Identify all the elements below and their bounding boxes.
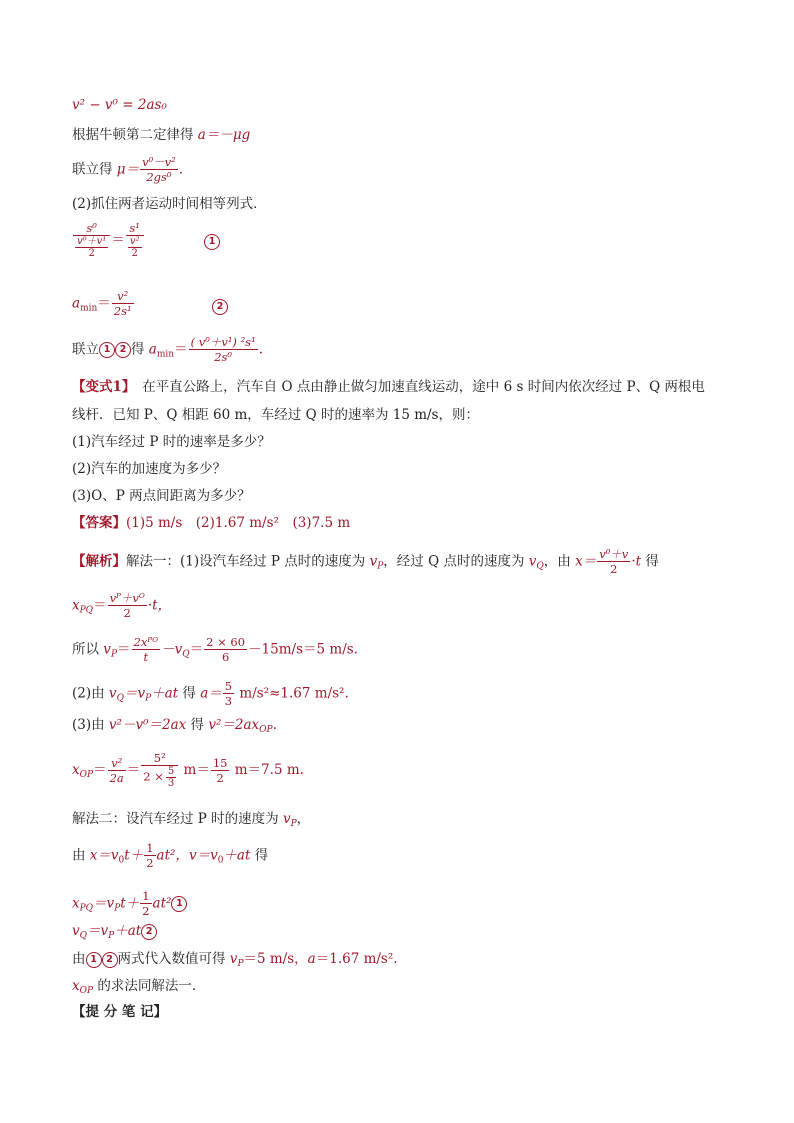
numerator: 5 — [224, 679, 233, 693]
denominator: 2a — [109, 770, 124, 785]
a: a — [72, 295, 81, 312]
circled-1: 1 — [86, 952, 102, 968]
numerator: 1 — [146, 841, 154, 855]
vp-calculation — [72, 636, 358, 664]
text: ， — [296, 811, 311, 827]
numerator: 1 — [142, 889, 150, 903]
equals: ＝ — [189, 641, 204, 658]
result: －15m/s＝5 m/s. — [248, 641, 358, 658]
x: x — [72, 978, 80, 994]
numerator: 2xᴾᴼ — [133, 635, 159, 649]
period: . — [178, 161, 184, 178]
numerator: v² — [108, 757, 126, 771]
sub: PQ — [79, 605, 94, 616]
text: 由 — [72, 951, 86, 967]
sub: Q — [182, 649, 190, 660]
variant-tag: 【变式1】 — [72, 379, 129, 395]
sub: OP — [79, 770, 94, 780]
numerator: v⁰－v² — [142, 155, 176, 169]
xpq-equation — [72, 592, 171, 620]
analysis-line-1 — [72, 548, 659, 576]
denominator: 2 — [216, 770, 224, 785]
sub: P — [108, 931, 115, 941]
text: 得 — [250, 847, 269, 864]
numerator: 5² — [141, 752, 178, 766]
substitution-line — [72, 950, 398, 973]
sub-min: min — [80, 303, 98, 314]
sub: Q — [79, 931, 88, 941]
numerator: vᴾ＋vᴼ — [109, 591, 145, 605]
distance-formula-line — [72, 716, 277, 739]
eq: ＝v — [87, 923, 109, 939]
sub: OP — [259, 725, 273, 735]
sub: P — [290, 819, 297, 829]
eq: at² — [152, 895, 172, 912]
question-1: (1)汽车经过 P 时的速率是多少？ — [72, 434, 271, 450]
mu-lhs: μ＝ — [116, 161, 140, 178]
v: v — [229, 951, 238, 967]
circled-2: 2 — [102, 952, 118, 968]
sub: 0 — [118, 855, 125, 866]
circled-2: 2 — [141, 924, 157, 940]
circled-number-1: 1 — [204, 234, 220, 250]
result-fraction — [189, 336, 258, 364]
acceleration-calculation — [72, 680, 349, 708]
numerator: s¹ — [126, 222, 144, 236]
frac-1 — [108, 757, 126, 785]
sub: P — [377, 561, 384, 572]
text: (3)由 — [72, 717, 109, 733]
numerator: ( v⁰＋v¹) ²s¹ — [190, 335, 256, 349]
answer-tag: 【答案】 — [72, 515, 126, 531]
eq: v＝v — [188, 847, 218, 864]
question-3: (3)O、P 两点间距离为多少？ — [72, 488, 251, 504]
five-thirds — [223, 680, 234, 708]
inner-num: 5 — [167, 766, 175, 777]
text: 得 — [186, 717, 209, 733]
t: ·t — [631, 553, 642, 570]
circled-number-2: 2 — [212, 299, 228, 315]
denominator: 2 — [142, 904, 150, 918]
denominator: 2 — [610, 562, 618, 576]
analysis-tag: 【解析】 — [72, 553, 126, 570]
sub: OP — [79, 986, 94, 996]
result: m/s²≈1.67 m/s². — [235, 685, 349, 702]
text: 联立 — [72, 341, 99, 358]
combined-result-line — [72, 336, 263, 364]
unit: m＝ — [179, 762, 210, 778]
eq: t＋ — [124, 847, 144, 864]
frac-right — [126, 222, 144, 259]
denominator: 2s¹ — [113, 304, 132, 318]
equals: ＝ — [174, 341, 188, 358]
text: 得 — [178, 685, 201, 702]
circled-2: 2 — [115, 342, 131, 358]
a: a — [148, 341, 157, 358]
equals: ＝ — [93, 597, 107, 614]
text: 由 — [72, 847, 90, 864]
eq: ＋at — [114, 923, 142, 939]
eq: ＝v — [123, 685, 146, 702]
mu-result-line — [72, 156, 183, 184]
variant-line-2: 线杆．已知 P、Q 相距 60 m，车经过 Q 时的速率为 15 m/s，则： — [72, 407, 479, 423]
denominator: t — [143, 650, 149, 664]
x: x — [72, 597, 80, 614]
amin-fraction — [112, 290, 134, 318]
text: 解法一：(1)设汽车经过 P 点时的速度为 — [126, 553, 370, 570]
text: 根据牛顿第二定律得 — [72, 127, 198, 143]
question-2: (2)汽车的加速度为多少？ — [72, 461, 227, 477]
sub: Q — [116, 693, 124, 704]
inner-den: 2 — [88, 248, 95, 259]
v: v — [369, 553, 378, 570]
kinematics-formulas — [72, 842, 268, 870]
text: 联立得 — [72, 161, 117, 178]
equals: ＝ — [97, 295, 111, 312]
v: v — [103, 641, 111, 658]
equals: ＝ — [111, 232, 125, 248]
numerator: v⁰＋v — [599, 547, 629, 561]
eq: ＋at — [223, 847, 251, 864]
equals: ＝ — [126, 762, 141, 778]
t: ·t， — [147, 597, 172, 614]
mu-fraction — [140, 156, 178, 184]
answer-line — [72, 514, 350, 532]
period: . — [272, 717, 277, 733]
result: m＝7.5 m. — [230, 762, 304, 778]
period: . — [258, 341, 263, 358]
eq: at²， — [156, 847, 189, 864]
v: v — [528, 553, 537, 570]
frac-left — [73, 222, 110, 259]
text: ，由 — [543, 553, 576, 570]
denominator: 2 — [123, 606, 131, 620]
text: 在平直公路上，汽车自 O 点由静止做匀加速直线运动，途中 6 s 时间内依次经过 P、Q 两根电 — [128, 379, 705, 395]
v: v — [72, 923, 80, 939]
frac-2 — [141, 752, 178, 789]
text: 解法二：设汽车经过 P 时的速度为 — [72, 811, 283, 827]
half — [144, 842, 155, 870]
eq: ＋at — [151, 685, 179, 702]
circled-1: 1 — [171, 896, 187, 912]
final-line — [72, 977, 205, 1000]
inner-num: v² — [129, 236, 140, 247]
denominator: 6 — [221, 650, 230, 664]
eq: t＋ — [120, 895, 140, 912]
text: (2)由 — [72, 685, 109, 702]
x: x — [72, 762, 80, 778]
equation: v²－v⁰＝2ax — [108, 717, 187, 733]
numerator: 2 × 60 — [206, 635, 246, 649]
denominator: 2 — [146, 856, 154, 870]
inner-num: v⁰＋v¹ — [77, 236, 107, 247]
equation-e2 — [72, 922, 157, 945]
method-2-line — [72, 810, 310, 833]
text: 的求法同解法一． — [93, 978, 206, 994]
text: 得 — [641, 553, 659, 570]
value: ＝1.67 m/s². — [315, 951, 398, 967]
sub: P — [145, 693, 152, 704]
sub: 0 — [217, 855, 224, 866]
sub: P — [110, 649, 117, 660]
notes-heading: 【提 分 笔 记】 — [72, 1004, 168, 1020]
answer-text: (1)5 m/s (2)1.67 m/s² (3)7.5 m — [126, 515, 351, 531]
numerator: v² — [112, 290, 134, 304]
text: 所以 — [72, 641, 104, 658]
text: 两式代入数值可得 — [117, 951, 230, 967]
sub-min: min — [156, 349, 175, 360]
sub: P — [237, 959, 244, 969]
sub: Q — [536, 561, 544, 572]
equals: ＝ — [117, 641, 131, 658]
text: 得 — [131, 341, 149, 358]
xpq-fraction — [108, 592, 147, 620]
minus-v: －v — [161, 641, 183, 658]
a: a＝ — [200, 685, 222, 702]
eq: x＝v — [89, 847, 119, 864]
xop-equation — [72, 752, 304, 789]
inner-den: 3 — [167, 778, 175, 789]
text: ，经过 Q 点时的速度为 — [383, 553, 529, 570]
a: a — [307, 951, 316, 967]
equation-e1 — [72, 890, 187, 918]
denominator: 2gs⁰ — [146, 170, 172, 184]
newton-law-line — [72, 126, 250, 144]
equation-1 — [72, 222, 145, 259]
value: ＝5 m/s， — [243, 951, 308, 967]
sub: P — [114, 903, 121, 914]
variant-line-1 — [72, 378, 705, 396]
part2-heading: (2)抓住两者运动时间相等列式． — [72, 196, 267, 212]
avg-velocity-fraction — [597, 548, 630, 576]
denominator: 2s⁰ — [214, 350, 233, 364]
denominator: 3 — [224, 694, 233, 708]
equation-line-1: v² − v⁰ = 2as₀ — [72, 97, 167, 113]
sub: PQ — [79, 903, 94, 914]
half — [140, 890, 151, 918]
numerator: 15 — [212, 755, 228, 770]
v: v — [282, 811, 291, 827]
v: v — [108, 685, 117, 702]
equation: v²＝2ax — [208, 717, 260, 733]
frac-3 — [211, 757, 230, 785]
den-prefix: 2 × — [143, 769, 164, 784]
equals: ＝ — [93, 762, 107, 778]
circled-1: 1 — [99, 342, 115, 358]
eq: ＝v — [93, 895, 115, 912]
frac-1 — [132, 636, 161, 664]
equation: a＝－μg — [197, 127, 251, 143]
numerator: s⁰ — [73, 222, 110, 236]
x: x — [72, 895, 80, 912]
equation-2 — [72, 290, 135, 318]
inner-den: 2 — [131, 248, 138, 259]
x: x＝ — [575, 553, 597, 570]
frac-2 — [204, 636, 247, 664]
